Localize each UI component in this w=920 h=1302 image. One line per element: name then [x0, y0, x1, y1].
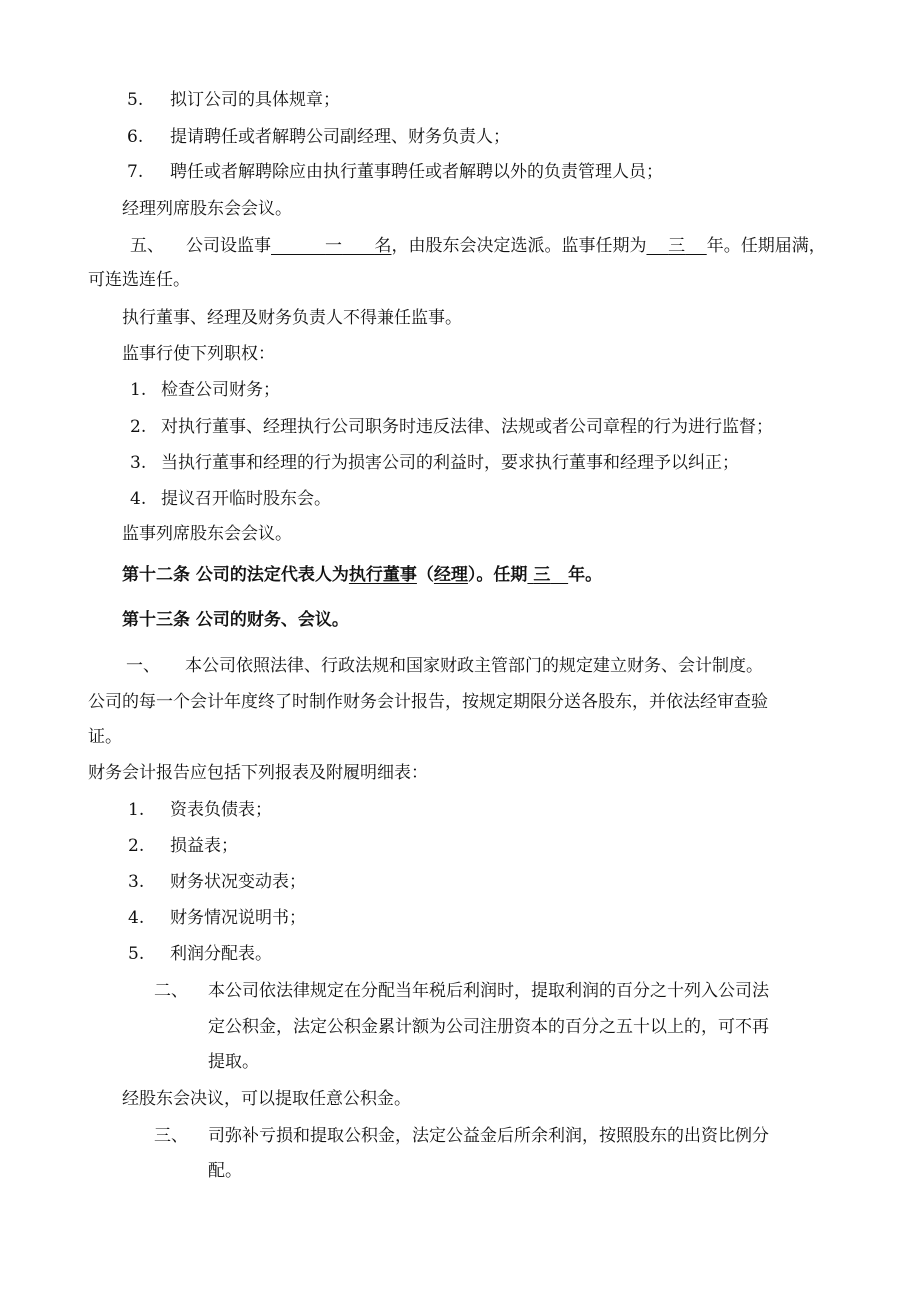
manager-attend-text: 经理列席股东会会议。 [122, 199, 292, 219]
list-item: 7. 聘任或者解聘除应由执行董事聘任或者解聘以外的负责管理人员； [127, 162, 663, 182]
legal-rep-role-2: 经理 [433, 565, 468, 585]
article-12: 第十二条 公司的法定代表人为执行董事（经理）。任期 三 年。 [122, 565, 603, 585]
list-item: 6. 提请聘任或者解聘公司副经理、财务负责人； [127, 127, 510, 147]
list-item: 2. 损益表； [128, 836, 238, 856]
list-item: 3. 当执行董事和经理的行为损害公司的利益时，要求执行董事和经理予以纠正； [130, 453, 739, 473]
optional-reserve-text: 经股东会决议，可以提取任意公积金。 [122, 1089, 411, 1109]
article-13-item-2: 二、 本公司依法律规定在分配当年税后利润时，提取利润的百分之十列入公司法 [154, 981, 769, 1001]
list-item: 4. 提议召开临时股东会。 [130, 489, 331, 509]
article-13-item-1-cont: 公司的每一个会计年度终了时制作财务会计报告，按规定期限分送各股东，并依法经审查验 [88, 692, 768, 712]
list-item: 1. 资表负债表； [128, 800, 272, 820]
list-item: 1. 检查公司财务； [130, 380, 280, 400]
article-13-item-2-cont: 定公积金，法定公积金累计额为公司注册资本的百分之五十以上的，可不再 [208, 1017, 769, 1037]
supervisor-paragraph: 五、 公司设监事 一 名，由股东会决定选派。监事任期为 三 年。任期届满， [130, 236, 826, 256]
supervisor-attend-text: 监事列席股东会会议。 [122, 524, 292, 544]
report-intro: 财务会计报告应包括下列报表及附履明细表： [88, 763, 428, 783]
legal-rep-term-blank: 三 [533, 565, 551, 585]
no-concurrent-text: 执行董事、经理及财务负责人不得兼任监事。 [122, 308, 462, 328]
article-13-title: 第十三条 公司的财务、会议。 [122, 610, 349, 630]
article-13-item-2-cont: 提取。 [208, 1052, 259, 1072]
supervisor-paragraph-cont: 可连选连任。 [88, 270, 190, 290]
article-13-item-3-cont: 配。 [208, 1161, 242, 1181]
list-item: 2. 对执行董事、经理执行公司职务时违反法律、法规或者公司章程的行为进行监督； [130, 417, 773, 437]
supervisor-term-blank: 三 [668, 236, 686, 256]
article-13-item-1: 一、 本公司依照法律、行政法规和国家财政主管部门的规定建立财务、会计制度。 [126, 656, 763, 676]
supervisor-count-blank: 一 名 [325, 236, 392, 256]
supervisor-powers-intro: 监事行使下列职权： [122, 344, 275, 364]
article-13-item-3: 三、 司弥补亏损和提取公积金，法定公益金后所余利润，按照股东的出资比例分 [154, 1126, 769, 1146]
list-item: 4. 财务情况说明书； [128, 908, 306, 928]
list-item: 5. 利润分配表。 [128, 944, 272, 964]
list-item: 5. 拟订公司的具体规章； [127, 90, 340, 110]
article-13-item-1-cont: 证。 [88, 727, 122, 747]
list-item: 3. 财务状况变动表； [128, 872, 306, 892]
legal-rep-role-1: 执行董事 [348, 565, 417, 585]
